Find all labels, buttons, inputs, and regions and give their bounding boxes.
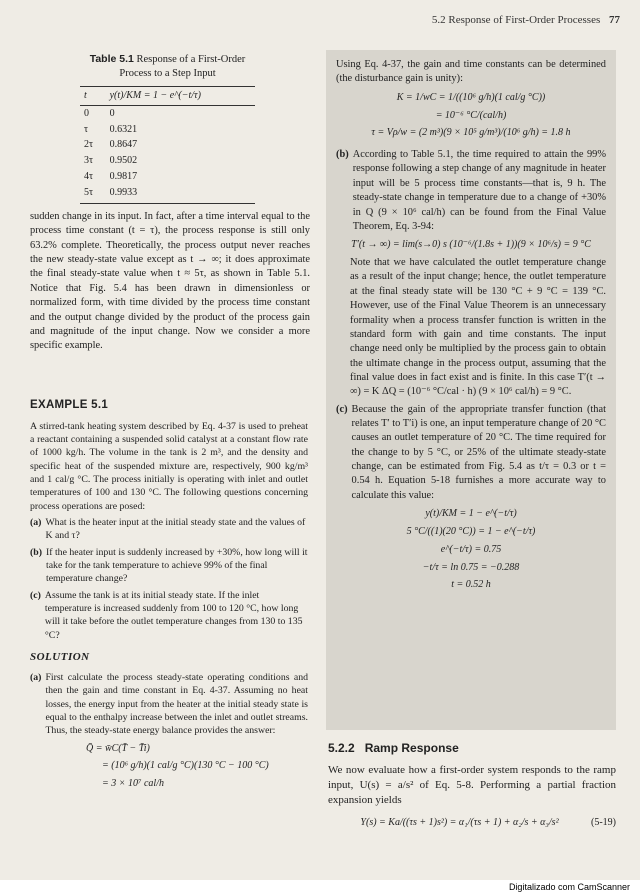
solution-c: (c) Because the gain of the appropriate transfer function (that relates T′ to T′i) is one, an input temperature change of 20 °C causes an outlet temperature of 20 °C. The time required for the change to by 5 °C, or 25% of the ultimate steady-state change, can be estimated from Fig. 5.4 as t/τ = 0.3 or t = 0.54 h. Equation 5-18 furnishes a more accurate way to calculate this value: <box>336 403 606 501</box>
example-continued <box>326 50 616 730</box>
equation-k: K = 1/wC = 1/((10⁶ g/h)(1 cal/g °C)) <box>396 91 546 103</box>
table-row: 2τ 0.8647 <box>84 139 138 151</box>
equation-q1: Q̄ = w̄C(T̄ − T̄i) <box>86 742 150 754</box>
section-number: 5.2.2 <box>328 741 355 755</box>
header-title: 5.2 Response of First-Order Processes <box>431 14 601 26</box>
equation-c2: 5 °C/((1)(20 °C)) = 1 − e^(−t/τ) <box>406 525 536 537</box>
page-number: 77 <box>609 14 620 26</box>
equation-ramp: Y(s) = Ka/((τs + 1)s²) = α₁/(τs + 1) + α₂/s + α₃/s² <box>360 817 559 829</box>
ramp-paragraph: We now evaluate how a first-order system responds to the ramp input, U(s) = a/s² of Eq. 5-8. Performing a partial fraction expansion yields <box>328 763 616 806</box>
table-label: Table 5.1 <box>89 53 134 65</box>
equation-c4: −t/τ = ln 0.75 = −0.288 <box>422 561 520 573</box>
example-intro: A stirred-tank heating system described by Eq. 4-37 is used to preheat a reactant containing a suspended solid catalyst at a constant flow rate of 1000 kg/h. The volume in the tank is 2 m³, and the density and specific heat of the suspended mixture are, respectively, 900 kg/m³ and 1 cal/g °C. The process initially is operating with inlet and outlet temperatures of 100 and 130 °C. The following questions concerning process operations are posed: <box>30 420 308 512</box>
equation-c1: y(t)/KM = 1 − e^(−t/τ) <box>425 508 517 520</box>
table-5-1 <box>80 52 255 204</box>
table-caption: Response of a First-Order Process to a Step Input <box>119 54 246 80</box>
question-c: (c) Assume the tank is at its initial steady state. If the inlet temperature is increased suddenly from 100 to 120 °C, how long will it take before the outlet temperature changes from 130 to 135 °C? <box>30 589 303 641</box>
response-table <box>80 86 255 204</box>
solution-b: (b) According to Table 5.1, the time required to attain the 99% response following a step change of any magnitude in heater input will be 5 process time constants—that is, 9 h. The steady-state change in temperature due to a change of +30% in Q (9 × 10⁶ cal/h) can be found from the Final Value Theorem, Eq. 3-94: <box>336 149 606 232</box>
solution-title: SOLUTION <box>30 650 90 663</box>
section-title: Ramp Response <box>364 741 459 755</box>
question-a: (a) What is the heater input at the initial steady state and the values of K and τ? <box>30 517 306 542</box>
equation-5-19 <box>328 816 616 830</box>
solution-a: (a) First calculate the process steady-state operating conditions and then the gain and time constant in Eq. 4-37. Assuming no heat losses, the energy input from the heater at the initial steady state is equal to the enthalpy increase between the inlet and outlet streams. Thus, the steady-state energy balance provides the answer: <box>30 672 308 737</box>
scanner-watermark: Digitalizado com CamScanner <box>508 882 630 892</box>
equation-c3: e^(−t/τ) = 0.75 <box>440 543 502 555</box>
gain-intro: Using Eq. 4-37, the gain and time constants can be determined (the disturbance gain is unity): <box>336 59 606 85</box>
section-heading <box>328 740 616 757</box>
table-row: 0 0 <box>84 107 115 119</box>
table-row: τ 0.6321 <box>84 123 138 135</box>
equation-k-value: = 10⁻⁶ °C/(cal/h) <box>435 109 507 121</box>
question-b: (b) If the heater input is suddenly increased by +30%, how long will it take for the tank temperature to achieve 99% of the final temperature change? <box>30 546 308 585</box>
body-paragraph: sudden change in its input. In fact, after a time interval equal to the process time constant (t = τ), the process response is still only 63.2% complete. Theoretically, the process output never reaches the new steady-state value except as t → ∞; it does approximate the final steady-state value when t ≈ 5τ, as shown in Table 5.1. Notice that Fig. 5.4 has been drawn in dimensionless or normalized form, with time divided by the process time constant and the output change divided by the product of the process gain and magnitude of the input change. Now we consider a more specific example. <box>30 211 310 352</box>
example-title: EXAMPLE 5.1 <box>30 399 109 411</box>
equation-q2: = (10⁶ g/h)(1 cal/g °C)(130 °C − 100 °C) <box>102 760 269 772</box>
equation-tau: τ = Vρ/w = (2 m³)(9 × 10⁵ g/m³)/(10⁶ g/h) = 1.8 h <box>371 127 571 139</box>
note-paragraph: Note that we have calculated the outlet temperature change as a result of the input change; hence, the outlet temperature at the final steady state will be 130 °C + 9 °C = 139 °C. However, use of the Final Value Theorem is an unnecessary formality when a process transfer function is written in the standard form with gain and time constants. The input change need only be multiplied by the process gain to obtain the ultimate change in the process output, assuming that the final value does in fact exist and is finite. In this case T′(t → ∞) = K ΔQ = (10⁻⁶ °C/cal · h) (9 × 10⁶ cal/h) = 9 °C. <box>350 257 606 398</box>
example-box <box>30 398 308 795</box>
table-row: 3τ 0.9502 <box>84 155 138 167</box>
section-ramp-response <box>328 740 616 834</box>
equation-q3: = 3 × 10⁷ cal/h <box>102 778 164 790</box>
table-header-t: t <box>80 86 106 105</box>
equation-number: (5-19) <box>591 817 616 829</box>
table-row: 5τ 0.9933 <box>80 185 255 203</box>
equation-c5: t = 0.52 h <box>451 579 491 591</box>
equation-final-value: T′(t → ∞) = lim(s→0) s (10⁻⁶/(1.8s + 1))(9 × 10⁶/s) = 9 °C <box>351 239 591 251</box>
table-row: 4τ 0.9817 <box>84 170 138 182</box>
table-header-y: y(t)/KM = 1 − e^(−t/τ) <box>106 86 255 105</box>
running-header <box>432 14 620 26</box>
